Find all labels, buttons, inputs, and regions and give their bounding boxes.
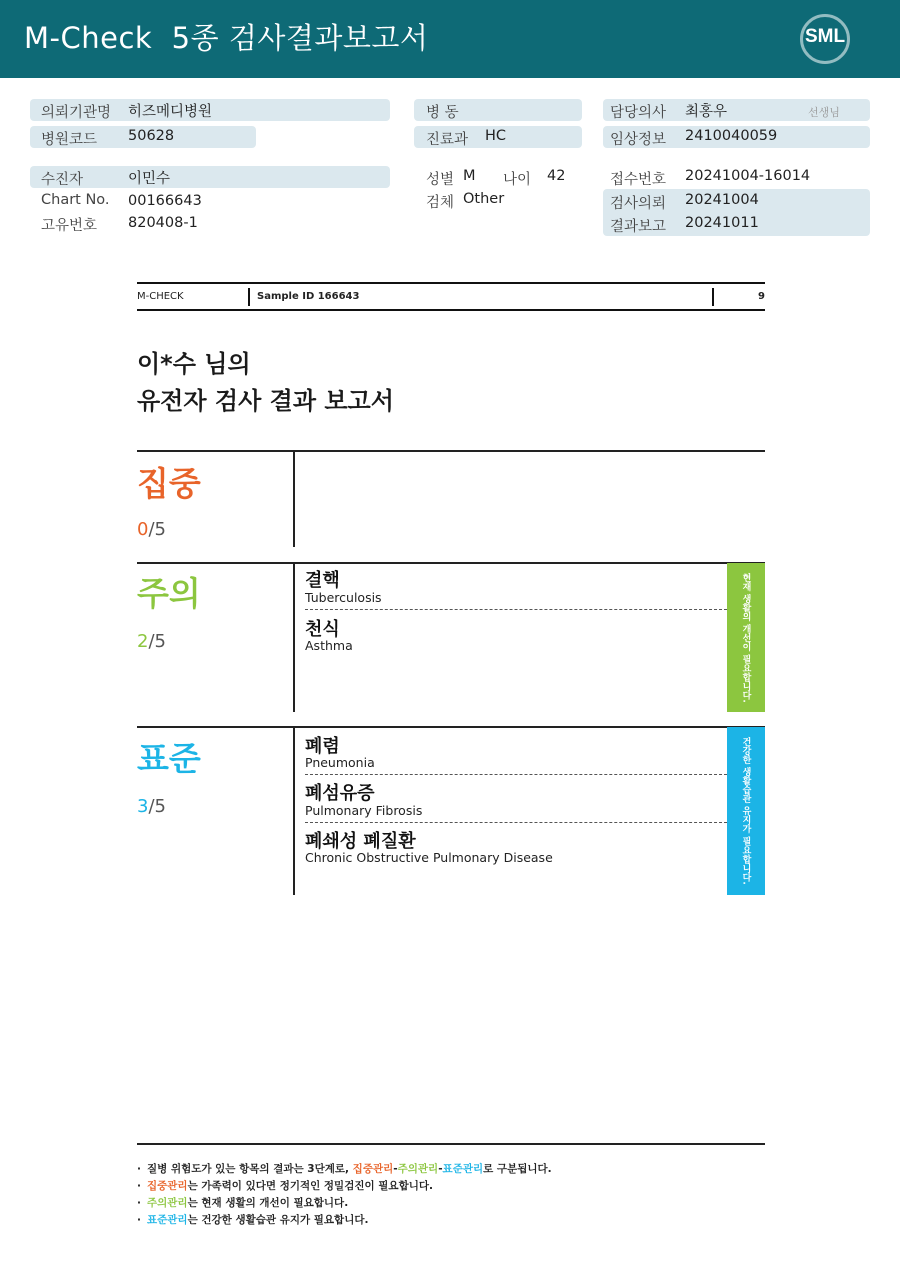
header-separator [712, 288, 714, 306]
footnote-dash: - [438, 1163, 443, 1175]
caution-category-name: 주의 [137, 574, 201, 613]
sml-logo [800, 14, 850, 64]
doctor-suffix: 선생님 [808, 106, 840, 119]
institution-value: 히즈메디병원 [128, 104, 213, 120]
result-value: 20241011 [685, 215, 759, 231]
unique-value: 820408-1 [128, 215, 198, 231]
age-label: 나이 [503, 172, 532, 188]
focus-count-num: 0 [137, 519, 149, 540]
standard-side-note: 건강한 생활습관 유지가 필요합니다. [727, 727, 765, 895]
disease-name-ko: 결핵 [305, 570, 340, 591]
department-value: HC [485, 128, 507, 144]
disease-name-en: Pulmonary Fibrosis [305, 803, 423, 818]
doctor-label: 담당의사 [610, 105, 667, 121]
hospital-code-value: 50628 [128, 128, 175, 144]
ward-label: 병 동 [426, 105, 459, 121]
footnote-focus: 집중관리 [352, 1163, 394, 1175]
report-title-line1: 이*수 님의 [137, 350, 251, 378]
footnote-caution: 주의관리 [397, 1163, 439, 1175]
focus-count-total: /5 [148, 519, 166, 540]
disease-name-ko: 천식 [305, 619, 340, 640]
patient-label: 수진자 [41, 172, 84, 188]
disease-name-ko: 폐섬유증 [305, 783, 375, 804]
header-bar [0, 0, 900, 78]
footnote-text: 질병 위험도가 있는 항목의 결과는 3단계로, [147, 1163, 353, 1175]
disease-name-en: Chronic Obstructive Pulmonary Disease [305, 850, 553, 865]
footnote-line: · 집중관리는 가족력이 있다면 정기적인 정밀검진이 필요합니다. [137, 1180, 433, 1192]
footnote-text: 는 건강한 생활습관 유지가 필요합니다. [187, 1214, 369, 1226]
footnote-text: 로 구분됩니다. [483, 1163, 552, 1175]
request-label: 검사의뢰 [610, 196, 667, 212]
specimen-label: 검체 [426, 195, 455, 211]
clinical-value: 2410040059 [685, 128, 778, 144]
footnotes [137, 1143, 765, 1229]
category-divider [137, 450, 765, 452]
report-title: M-Check 5종 검사결과보고서 [24, 21, 429, 55]
category-vertical-line [293, 451, 295, 547]
item-divider [305, 609, 727, 610]
footnote-standard: 표준관리 [442, 1163, 484, 1175]
footnote-line: · 표준관리는 건강한 생활습관 유지가 필요합니다. [137, 1214, 369, 1226]
brand-label: M-CHECK [137, 291, 184, 302]
header-separator [248, 288, 250, 306]
age-value: 42 [547, 168, 566, 184]
result-label: 결과보고 [610, 219, 667, 235]
category-vertical-line [293, 563, 295, 712]
focus-category-name: 집중 [137, 464, 201, 503]
doctor-value: 최홍우 [685, 104, 728, 120]
standard-count-total: /5 [148, 796, 166, 817]
clinical-label: 임상정보 [610, 132, 667, 148]
footnote-line: · 질병 위험도가 있는 항목의 결과는 3단계로, 집중관리-주의관리-표준관리로 구분됩니다. [137, 1163, 552, 1175]
report-header-strip [137, 282, 765, 311]
sex-value: M [463, 168, 476, 184]
footnote-text: 는 현재 생활의 개선이 필요합니다. [187, 1197, 349, 1209]
specimen-value: Other [463, 191, 505, 207]
receipt-value: 20241004-16014 [685, 168, 811, 184]
disease-name-ko: 폐렴 [305, 736, 340, 757]
hospital-code-label: 병원코드 [41, 132, 98, 148]
disease-name-en: Tuberculosis [305, 590, 382, 605]
logo-text: SML [804, 26, 846, 47]
caution-side-note: 현재 생활의 개선이 필요합니다. [727, 563, 765, 712]
standard-count [137, 796, 166, 817]
caution-count-num: 2 [137, 631, 149, 652]
focus-count [137, 519, 166, 540]
report-title-line2: 유전자 검사 결과 보고서 [137, 387, 394, 415]
standard-count-num: 3 [137, 796, 149, 817]
receipt-label: 접수번호 [610, 172, 667, 188]
sample-id: Sample ID 166643 [257, 291, 360, 302]
footnote-text: 는 가족력이 있다면 정기적인 정밀검진이 필요합니다. [187, 1180, 433, 1192]
caution-count-total: /5 [148, 631, 166, 652]
patient-value: 이민수 [128, 171, 171, 187]
disease-name-en: Pneumonia [305, 755, 375, 770]
footnote-focus: 집중관리 [147, 1180, 188, 1192]
item-divider [305, 774, 727, 775]
category-divider [137, 562, 765, 564]
disease-name-en: Asthma [305, 638, 353, 653]
page-number: 9 [758, 291, 765, 302]
sex-label: 성별 [426, 172, 455, 188]
category-vertical-line [293, 727, 295, 895]
caution-count [137, 631, 166, 652]
disease-name-ko: 폐쇄성 폐질환 [305, 831, 416, 852]
footnote-standard: 표준관리 [147, 1214, 188, 1226]
department-label: 진료과 [426, 132, 469, 148]
patient-row [30, 166, 390, 188]
institution-label: 의뢰기관명 [41, 105, 112, 121]
item-divider [305, 822, 727, 823]
chart-label: Chart No. [41, 192, 110, 208]
request-value: 20241004 [685, 192, 759, 208]
footnote-dash: - [393, 1163, 398, 1175]
footnote-caution: 주의관리 [147, 1197, 188, 1209]
standard-category-name: 표준 [137, 739, 201, 778]
unique-label: 고유번호 [41, 218, 98, 234]
footnote-line: · 주의관리는 현재 생활의 개선이 필요합니다. [137, 1197, 349, 1209]
chart-value: 00166643 [128, 193, 202, 209]
category-divider [137, 726, 765, 728]
